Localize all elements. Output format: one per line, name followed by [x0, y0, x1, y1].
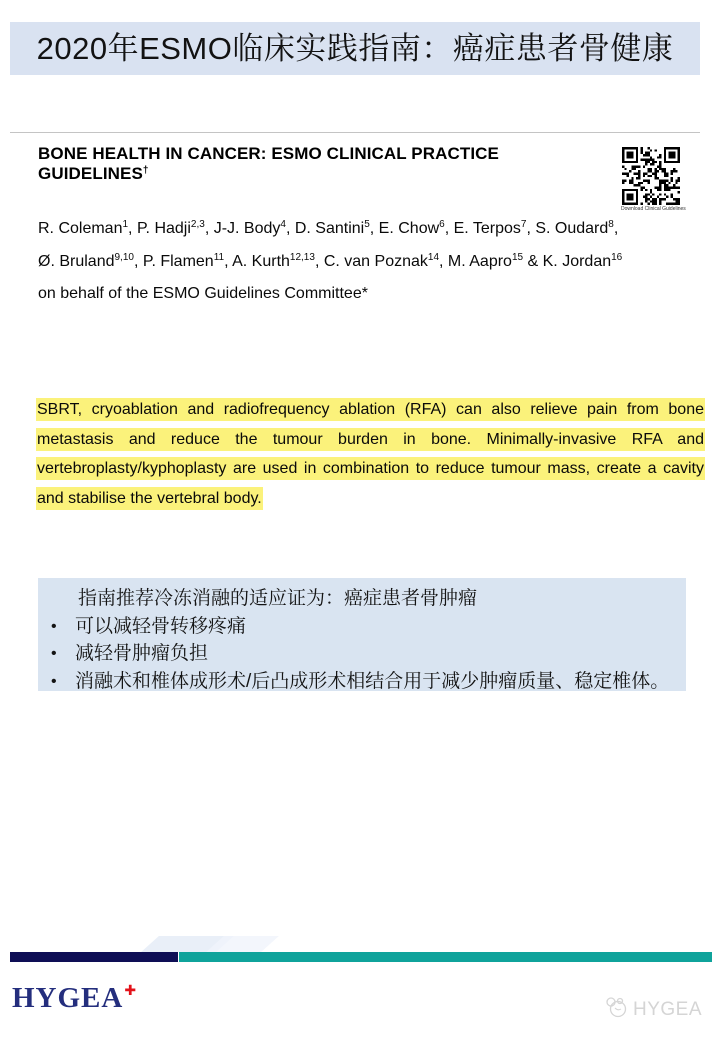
dagger-superscript: † — [142, 165, 149, 176]
header-banner — [10, 22, 700, 75]
hygea-watermark-icon — [605, 996, 629, 1023]
author-lines — [38, 213, 678, 311]
red-cross-icon: ✚ — [124, 983, 138, 999]
author-line: R. Coleman$^1$, P. Hadji$^{2,3}$, J-J. Body$^4$, D. Santini$^5$, E. Chow$^6$, E. Terpos$^7$, S. Oudard$^8$, — [38, 219, 619, 237]
hygea-logo — [12, 982, 136, 1015]
bullet-item: • 减轻骨肿瘤负担 — [38, 640, 686, 668]
summary-box — [38, 578, 686, 691]
author-line: on behalf of the ESMO Guidelines Committee* — [38, 285, 368, 302]
highlighted-text: SBRT, cryoablation and radiofrequency ablation (RFA) can also relieve pain from bone metastasis and reduce the tumour burden in bone. Minimally-invasive RFA and vertebroplasty/kyphoplasty are used in combination to reduce tumour mass, create a cavity and stabilise the vertebral body. — [36, 398, 705, 510]
summary-intro: 指南推荐冷冻消融的适应证为：癌症患者骨肿瘤 — [78, 588, 478, 609]
page-title: 2020年ESMO临床实践指南：癌症患者骨健康 — [36, 31, 674, 66]
footer-bar-teal — [179, 952, 712, 962]
bullet-item: • 消融术和椎体成形术/后凸成形术相结合用于减少肿瘤质量、稳定椎体。 — [38, 668, 686, 696]
qr-block — [621, 147, 686, 212]
summary-bullet-list — [38, 613, 686, 696]
qr-caption: Download Clinical Guidelines — [621, 206, 686, 212]
bullet-item: • 可以减轻骨转移疼痛 — [38, 613, 686, 641]
hygea-watermark-text: HYGEA — [633, 998, 703, 1020]
paper-title — [38, 144, 608, 184]
author-line: Ø. Bruland$^{9,10}$, P. Flamen$^{11}$, A. Kurth$^{12,13}$, C. van Poznak$^{14}$, M. Aapro$^{15}$ & K. Jordan$^{16}$ — [38, 251, 623, 270]
hygea-watermark — [605, 996, 702, 1023]
hygea-logo-text: HYGEA — [12, 982, 124, 1014]
qr-code-icon — [622, 147, 680, 205]
footer-bar-navy — [10, 952, 178, 962]
divider-rule — [10, 132, 700, 133]
paper-title-text: BONE HEALTH IN CANCER: ESMO CLINICAL PRACTICE GUIDELINES — [38, 144, 499, 183]
highlight-paragraph — [36, 395, 705, 513]
